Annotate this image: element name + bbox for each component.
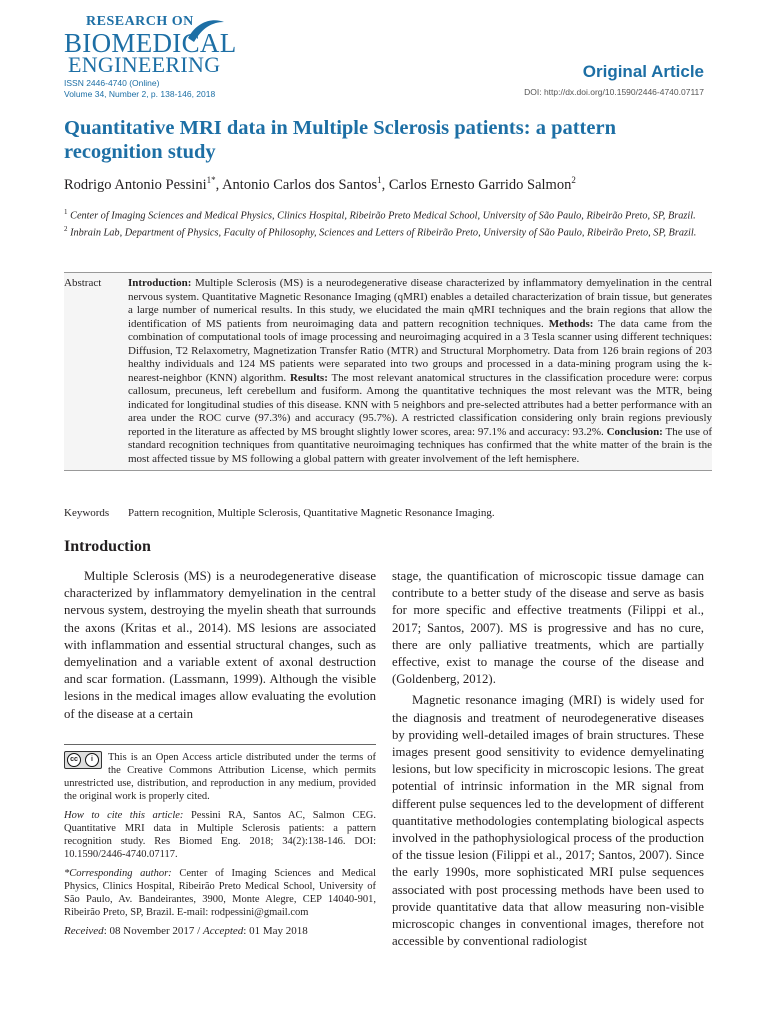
abstract-results-head: Results: [289, 371, 328, 384]
article-type: Original Article [582, 62, 704, 81]
author-sup: 2 [571, 175, 576, 185]
citation-head: How to cite this article: [64, 810, 184, 821]
affiliation-text: Center of Imaging Sciences and Medical Physics, Clinics Hospital, Ribeirão Preto Medical School, University of São Paulo, Ribeirão Preto, SP, Brazil. [70, 210, 696, 222]
paper-title: Quantitative MRI data in Multiple Sclerosis patients: a pattern recognition study [64, 117, 616, 163]
affiliation [64, 223, 714, 240]
author-sup: 1* [206, 175, 216, 185]
author-list: Rodrigo Antonio Pessini$^{1*}$, Antonio Carlos dos Santos$^1$, Carlos Ernesto Garrido Salmon$^2$ [64, 175, 576, 193]
logo-line-1: RESEARCH ON [86, 14, 194, 29]
affiliation [64, 206, 714, 223]
abstract-methods-head: Methods: [548, 317, 594, 330]
abstract-intro-head: Introduction: [128, 277, 192, 289]
journal-logo [64, 14, 237, 77]
affiliation-sup: 2 [64, 224, 68, 233]
license-text: This is an Open Access article distributed under the terms of the Creative Commons Attribution License, which permits unrestricted use, distribution, and reproduction in any medium, provided the original work is properly cited. [64, 752, 376, 802]
author-name: Rodrigo Antonio Pessini [64, 176, 207, 193]
accepted-date: : 01 May 2018 [243, 925, 308, 937]
right-column [392, 568, 704, 950]
license-note [64, 751, 376, 803]
body-paragraph: Magnetic resonance imaging (MRI) is widely used for the diagnosis and treatment of neurodegenerative diseases by providing well-detailed images of brain structures. These images present good sensitivity to evidence demyelinating lesions, but low specificity in microscopic lesions. The great potential of intrinsic information in the MR signal from different pulse sequences led to the development of different quantitative methodologies contemplating biological aspects involved in the pathophysiological process of the production of the tissue lesion (Filippi et al., 2017; Santos, 2007). Since the early 1990s, more sophisticated MRI pulse sequences associated with post processing methods have been used to provide quantitative data that allow measuring non-visible microscopic changes in conventional images, therefore not accessible by conventional radiologist [392, 693, 704, 949]
keywords-text: Pattern recognition, Multiple Sclerosis, Quantitative Magnetic Resonance Imaging. [128, 507, 495, 519]
logo-line-3: ENGINEERING [68, 52, 221, 77]
corresponding-head: *Corresponding author: [64, 868, 172, 879]
issn-line: ISSN 2446-4740 (Online) [64, 78, 160, 88]
body-paragraph: Multiple Sclerosis (MS) is a neurodegenerative disease characterized by inflammatory demyelination in the central nervous system, destroying the myelin sheath that surrounds the axons (Kritas et al., 2014). MS lesions are associated with inflammation and essential structural changes, such as demyelination and a variable extent of axonal destruction and scar formation. (Lassmann, 1999). Although the visible lesions in the medical images allow evaluating the evolution of the disease at a certain [64, 569, 376, 721]
dates-note [64, 925, 376, 938]
corresponding-note [64, 867, 376, 919]
abstract-results: The most relevant anatomical structures in the classification procedure were: corpus callosum, precuneus, left cerebellum and fusiform. Among the quantitative techniques the most relevant was the MTR, being indicated for longitudinal studies of this disease. KNN with 5 neighbors and pre-selected attributes had a better performance with an area under the ROC curve (97.3%) and accuracy (95.7%). A restricted classification considering only brain regions previously reported in the literature as affected by MS brought slightly lower scores, area: 97.1% and accuracy: 93.2%. [128, 371, 713, 438]
abstract-text [128, 277, 712, 466]
corresponding-text: Center of Imaging Sciences and Medical Physics, Clinics Hospital, Ribeirão Preto Medical School, University of São Paulo, Av. Bandeirantes, 3900, Monte Alegre, CEP 14040-901, Ribeirão Preto, SP, Brazil. E-mail: rodpessini@gmail.com [64, 868, 376, 918]
journal-issn [64, 78, 215, 100]
abstract-label: Abstract [64, 277, 102, 289]
author-name: Antonio Carlos dos Santos [222, 176, 378, 193]
cc-by-license-icon[interactable]: cc i [64, 751, 102, 769]
doi-link[interactable]: DOI: http://dx.doi.org/10.1590/2446-4740.07117 [524, 87, 704, 97]
abstract-intro: Multiple Sclerosis (MS) is a neurodegenerative disease characterized by inflammatory demyelination in the central nervous system. Quantitative Magnetic Resonance Imaging (qMRI) enables a detailed characterization of brain tissue, but generates a large number of numerical results. In this study, we elucidated the main qMRI techniques and the brain regions that allow the identification of MS patients from neuroimaging data and pattern recognition techniques. [128, 277, 712, 330]
abstract-conclusion-head: Conclusion: [606, 425, 663, 438]
left-column [64, 568, 376, 723]
abstract-methods: The data came from the combination of computational tools of image processing and neuroimaging acquired in a 3 Tesla scanner using different techniques: Diffusion, T2 Relaxometry, Magnetization Transfer Ratio (MTR) and Structural Morphometry. Data from 126 brain regions of 203 healthy individuals and 124 MS patients were separated into two groups and processed in a data-mining program using the k-nearest-neighbor (KNN) algorithm. [128, 317, 713, 384]
logo-line-2: BIOMEDICAL [64, 28, 237, 58]
introduction-heading: Introduction [64, 538, 151, 555]
footnotes [64, 744, 376, 944]
received-date: : 08 November 2017 / [103, 925, 203, 937]
volume-line: Volume 34, Number 2, p. 138-146, 2018 [64, 89, 216, 99]
author-sup: 1 [377, 175, 382, 185]
accepted-head: Accepted [202, 925, 244, 937]
abstract-conclusion: The use of standard recognition techniques from quantitative neuroimaging techniques has confirmed that the white matter of the brain is the most affected tissue by MS following a global pattern with greater involvement of the left hemisphere. [128, 425, 712, 465]
affiliations [64, 206, 714, 240]
abstract-box [64, 272, 712, 471]
citation-note [64, 809, 376, 861]
received-head: Received [64, 925, 104, 937]
body-paragraph: stage, the quantification of microscopic tissue damage can contribute to a better study of the disease and serve as basis for more specific and effective treatments (Filippi et al., 2017; Santos, 2007). MS is progressive and has no cure, there are only palliative treatments, which are partially effective, exist to manage the course of the disease and (Goldenberg, 2012). [392, 569, 704, 687]
affiliation-sup: 1 [64, 208, 68, 216]
citation-text: Pessini RA, Santos AC, Salmon CEG. Quantitative MRI data in Multiple Sclerosis patients: a pattern recognition study. Res Biomed Eng. 2018; 34(2):138-146. DOI: 10.1590/2446-4740.07117. [64, 810, 376, 860]
author-name: Carlos Ernesto Garrido Salmon [388, 176, 572, 193]
keywords-label: Keywords [64, 507, 110, 519]
affiliation-text: Inbrain Lab, Department of Physics, Faculty of Philosophy, Sciences and Letters of Ribeirão Preto, University of São Paulo, Ribeirão Preto, SP, Brazil. [70, 227, 697, 239]
keywords-row [64, 507, 712, 519]
